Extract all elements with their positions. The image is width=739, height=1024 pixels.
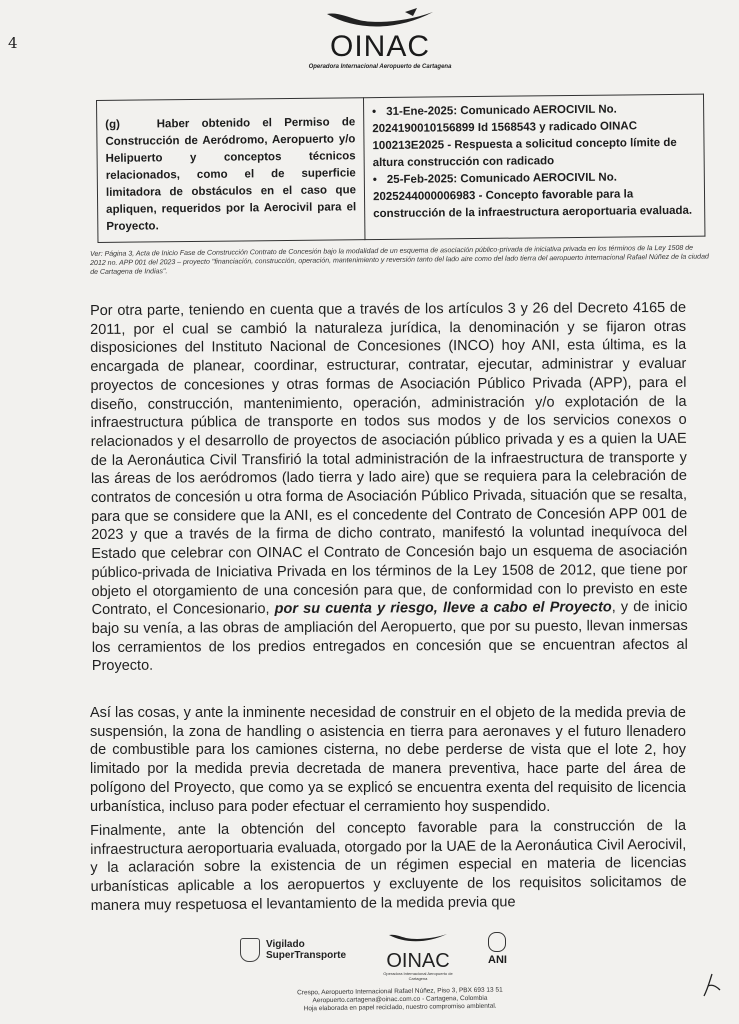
requirement-text: Haber obtenido el Permiso de Construcción de Aeródromo, Aeropuerto y/o Helipuerto y conceptos técnicos relacionados, como el de superficie limitadora de obstáculos en el caso que apliquen, requeridos por la Aerocivil para el Proyecto. — [105, 116, 357, 233]
evidence-entry-text: 25-Feb-2025: Comunicado AEROCIVIL No. 2025244000006983 - Concepto favorable para la construcción de la infraestructura aeroportuaria evaluada. — [372, 171, 693, 221]
paragraph-1-emphasis: por su cuenta y riesgo, lleve a cabo el Proyecto — [274, 599, 612, 618]
paragraph-1-text: Por otra parte, teniendo en cuenta que a través de los artículos 3 y 26 del Decreto 4165 de 2011, por el cual se cambió la naturaleza jurídica, la denominación y se fijaron otras disposiciones del Instituto Nacional de Concesiones (INCO) hoy ANI, esta última, es la encargada de planear, coordinar, estructurar, contratar, ejecutar, administrar y evaluar proyectos de concesiones y otras formas de Asociación Público Privada (APP), para el diseño, construcción, mantenimiento, operación, administración y/o explotación de la infraestructura pública de transporte en todos sus modos y de los servicios conexos o relacionados y el desarrollo de proyectos de asociación público privada y es a quien la UAE de la Aeronáutica Civil Transfirió la total administración de la infraestructura de transporte y las áreas de los aeródromos (lado tierra y lado aire) que se requiera para la celebración de contratos de concesión u otra forma de Asociación Público Privada, situación que se resalta, para que se considere que la ANI, es el concedente del Contrato de Concesión APP 001 de 2023 y que a través de la firma de dicho contrato, manifestó la voluntad inequívoca del Estado que celebrar con OINAC el Contrato de Concesión bajo un esquema de asociación público-privada de Iniciativa Privada en los términos de la Ley 1508 de 2012, que tiene por objeto el otorgamiento de una concesión para que, de conformidad con lo previsto en este Contrato, el Concesionario, — [90, 299, 688, 619]
footer-logos — [240, 932, 540, 982]
ani-logo — [488, 932, 507, 966]
evidence-entry-text: 31-Ene-2025: Comunicado AEROCIVIL No. 2024190010156899 Id 1568543 y radicado OINAC 100213E2025 - Respuesta a solicitud concepto límite de altura construcción con radicado — [372, 103, 677, 170]
requirements-table — [96, 94, 705, 243]
footer-oinac-text: OINAC — [386, 950, 450, 972]
paragraph-1 — [90, 299, 688, 676]
bird-logo-icon — [388, 932, 448, 946]
address-line: Crespo, Aeropuerto Internacional Rafael Núñez, Piso 3, PBX 693 13 51 — [297, 986, 503, 997]
list-item — [372, 101, 696, 172]
logo-text: OINAC — [329, 30, 430, 63]
handwritten-signature-icon — [700, 970, 724, 1000]
email-line: Aeropuerto.cartagena@oinac.com.co - Cartagena, Colombia — [312, 994, 488, 1005]
paragraph-3: Finalmente, ante la obtención del concepto favorable para la construcción de la infraestructura aeroportuaria evaluada, otorgado por la UAE de la Aeronáutica Civil Aerocivil, y la aclaración sobre la existencia de un régimen especial en materia de licencias urbanísticas aplicable a los aeropuertos y excluyente de los requisitos solicitamos de manera muy respetuosa el levantamiento de la medida previa que — [90, 817, 687, 914]
recycled-paper-note: Hoja elaborada en papel reciclado, nuestro compromiso ambiental. — [303, 1002, 497, 1013]
oinac-header-logo — [300, 8, 460, 70]
list-item — [373, 169, 697, 223]
ani-text: ANI — [488, 954, 507, 966]
paragraph-1-text-end: , y de inicio bajo su venía, a las obras de ampliación del Aeropuerto, que por su puesto, llevan inmersas los cerramientos de los predios entregados en concesión que se encuentran afectos al Proyecto. — [91, 599, 688, 675]
bullet-icon: • — [372, 174, 377, 187]
ani-seal-icon — [488, 932, 506, 952]
table-row — [97, 94, 705, 242]
evidence-cell — [363, 94, 704, 240]
paragraph-2: Así las cosas, y ante la inminente necesidad de construir en el objeto de la medida previa de suspensión, la zona de handling o asistencia en tierra para aeronaves y el futuro llenadero de combustible para los camiones cisterna, no debe perderse de vista que el lote 2, hoy limitado por la medida previa decretada de manera preventiva, hace parte del área de polígono del Proyecto, que como ya se explicó se encuentra exenta del requisito de licencia urbanística, incluso para poder efectuar el cerramiento hoy suspendido. — [90, 705, 686, 815]
vigilado-supertransporte — [240, 938, 346, 962]
footnote: Ver: Página 3, Acta de Inicio Fase de Construcción Contrato de Concesión bajo la modalidad de un esquema de asociación público-privada de iniciativa privada en los términos de la Ley 1508 de 2012 no. APP 001 del 2023 – proyecto "financiación, construcción, operación, mantenimiento y reversión tanto del lado aire como del lado tierra del aeropuerto internacional Rafael Núñez de la ciudad de Cartagena de Indias". — [90, 244, 709, 276]
requirement-label: (g) — [105, 118, 121, 131]
logo-subtitle: Operadora Internacional Aeropuerto de Cartagena — [308, 64, 452, 70]
page-number: 4 — [8, 34, 18, 52]
colombia-shield-icon — [240, 938, 260, 962]
bullet-icon: • — [372, 106, 377, 119]
supertransporte-label: SuperTransporte — [266, 950, 347, 961]
oinac-footer-logo — [378, 932, 458, 981]
footer-oinac-subtitle: Operadora Internacional Aeropuerto de Cartagena — [383, 971, 453, 981]
requirement-cell — [97, 98, 365, 243]
vigilado-label: Vigilado — [266, 939, 305, 950]
footer-address — [270, 986, 530, 1014]
